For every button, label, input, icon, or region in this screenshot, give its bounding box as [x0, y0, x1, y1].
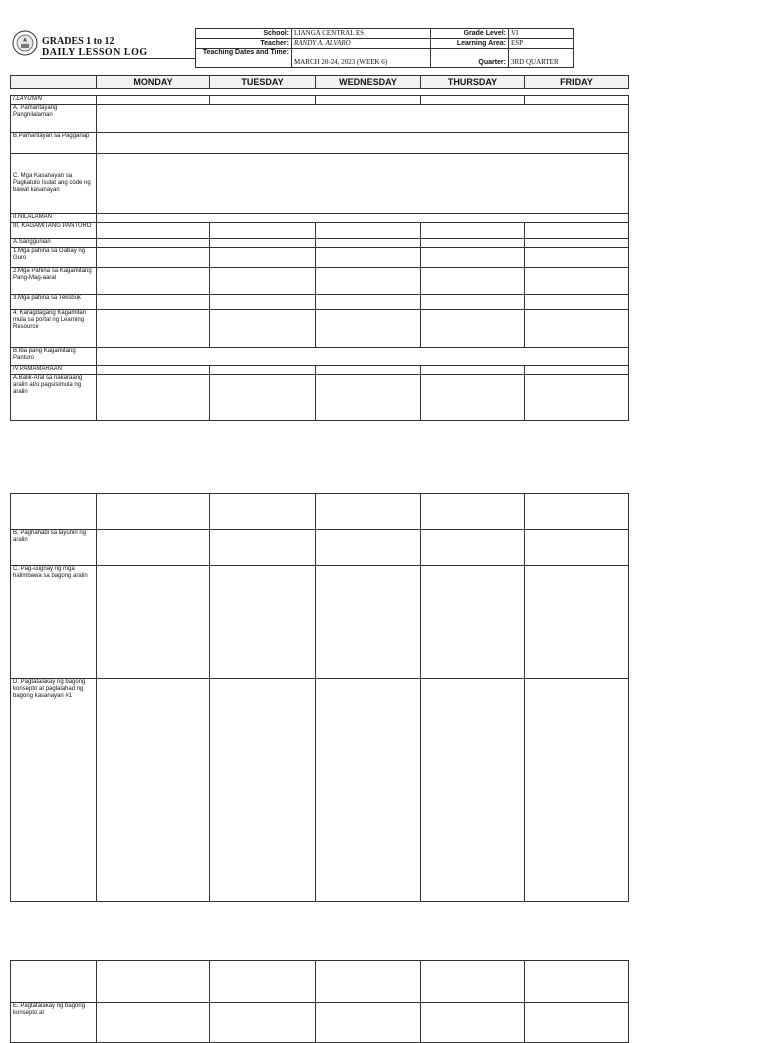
grade-level-value: VI — [509, 29, 574, 39]
monday-cell — [97, 375, 210, 421]
row-label: 1.Mga pahina sa Gabay ng Guro — [11, 248, 97, 268]
learning-area-value: ESP — [509, 39, 574, 49]
lesson-grid-page2 — [10, 493, 629, 902]
friday-cell — [525, 375, 629, 421]
day-friday: FRIDAY — [525, 76, 629, 89]
row-label: 3.Mga pahina sa Teksbuk — [11, 295, 97, 310]
day-wednesday: WEDNESDAY — [316, 76, 421, 89]
deped-seal-icon — [12, 30, 38, 56]
row-label: C. Pag-uugnay ng mga halimbawa sa bagong aralin — [11, 566, 97, 679]
wednesday-cell — [316, 375, 421, 421]
quarter-value: 3RD QUARTER — [509, 49, 574, 68]
lesson-grid-page1 — [10, 95, 629, 421]
title-dll: DAILY LESSON LOG — [42, 47, 148, 58]
other-materials-text — [97, 348, 629, 366]
tuesday-cell — [210, 375, 316, 421]
quarter-label: Quarter: — [431, 49, 509, 68]
row-label: A.Balik-Aral sa nakaraang aralin at/o pagsisimula ng aralin — [11, 375, 97, 421]
row-label: 2.Mga Pahina sa Kagamitang Pang-Mag-aaral — [11, 268, 97, 295]
thursday-cell — [421, 375, 525, 421]
row-label: 4. Karagdagang Kagamitan mula sa portal ng Learning Resource — [11, 310, 97, 348]
grade-level-label: Grade Level: — [431, 29, 509, 39]
monday-cell — [97, 961, 210, 1003]
row-label: IV.PAMAMARAAN — [11, 366, 97, 375]
row-label: III. KAGAMITANG PANTURO — [11, 223, 97, 239]
teacher-label: Teacher: — [196, 39, 292, 49]
content-text — [97, 214, 629, 223]
day-header-table — [10, 75, 629, 89]
title-underline — [40, 58, 195, 59]
row-label: E. Pagtatalakay ng bagong konsepto at — [11, 1003, 97, 1043]
monday-cell — [97, 530, 210, 566]
school-label: School: — [196, 29, 292, 39]
title-grades: GRADES 1 to 12 — [42, 36, 115, 47]
school-value: LIANGA CENTRAL ES — [292, 29, 431, 39]
day-thursday: THURSDAY — [421, 76, 525, 89]
content-standard-text — [97, 105, 629, 133]
row-label: D. Pagtatalakay ng bagong konsepto at paglalahad ng bagong kasanayan #1 — [11, 679, 97, 902]
competencies-text — [97, 154, 629, 214]
tuesday-cell — [210, 1003, 316, 1043]
row-label: A. Pamantayang Pangnilalaman — [11, 105, 97, 133]
row-label: II.NILALAMAN — [11, 214, 97, 223]
lesson-grid-page3 — [10, 960, 629, 1043]
monday-cell — [97, 679, 210, 902]
learning-area-label: Learning Area: — [431, 39, 509, 49]
row-label: B.Iba pang Kagamitang Panturo — [11, 348, 97, 366]
row-label: B. Paghahabi sa layunin ng aralin — [11, 530, 97, 566]
row-label: I.LAYUNIN — [11, 96, 97, 105]
dates-value: MARCH 20-24, 2023 (WEEK 6) — [292, 49, 431, 68]
monday-cell — [97, 566, 210, 679]
row-label: C. Mga Kasanayan sa Pagkatuto Isulat ang code ng bawat kasanayan — [11, 154, 97, 214]
teacher-value: RANDY A. ALVARO — [292, 39, 431, 49]
dates-label: Teaching Dates and Time: — [196, 49, 292, 68]
day-tuesday: TUESDAY — [210, 76, 316, 89]
row-label: B.Pamantayan sa Pagganap — [11, 133, 97, 154]
tuesday-cell — [210, 494, 316, 530]
day-header-blank — [11, 76, 97, 89]
day-monday: MONDAY — [97, 76, 210, 89]
header-info-table — [195, 28, 574, 68]
performance-standard-text — [97, 133, 629, 154]
row-label: A.Sanggunian — [11, 239, 97, 248]
